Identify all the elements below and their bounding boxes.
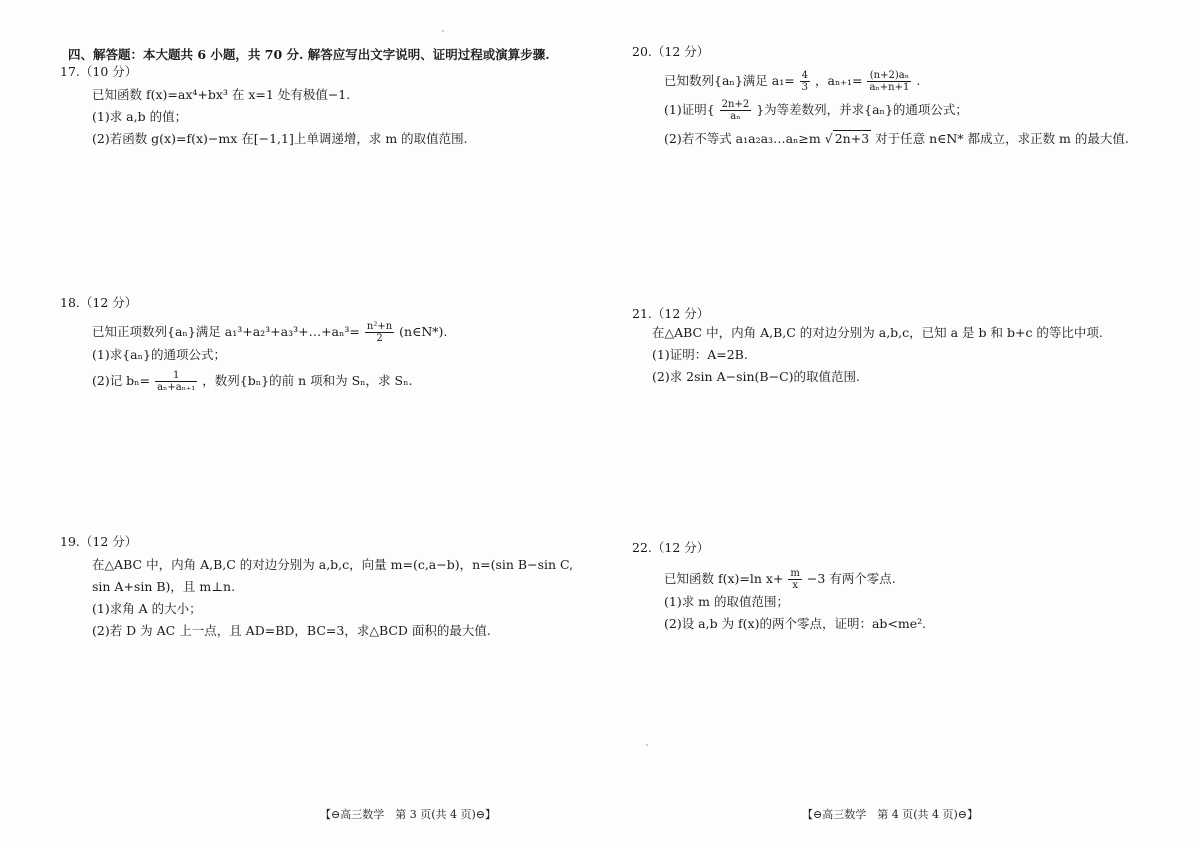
fraction-denominator: aₙ [730, 111, 741, 122]
stem-text-end: −3 有两个零点. [806, 571, 896, 586]
scan-speck [646, 744, 648, 746]
problem-number: 22.（12 分） [632, 540, 710, 555]
fraction [720, 99, 752, 122]
question-2: (2)设 a,b 为 f(x)的两个零点，证明：ab<me². [664, 616, 927, 631]
question-1: (1)求 m 的取值范围； [664, 594, 790, 609]
question-1: (1)求 a,b 的值； [92, 109, 188, 124]
problem-stem [632, 70, 1192, 93]
question-2 [60, 370, 620, 393]
question-2: (2)若函数 g(x)=f(x)−mx 在[−1,1]上单调递增，求 m 的取值范围. [92, 131, 468, 146]
question-text-end: }为等差数列，并求{aₙ}的通项公式； [756, 102, 968, 117]
fraction-denominator: x [792, 580, 798, 591]
fraction-numerator: 1 [155, 370, 197, 382]
question-1: (1)求{aₙ}的通项公式； [92, 347, 226, 362]
fraction-denominator: 3 [801, 82, 809, 93]
problem-20 [632, 42, 1192, 150]
stem-text: ，aₙ₊₁= [815, 73, 863, 88]
problem-18 [60, 293, 620, 393]
problem-stem: 已知函数 f(x)=ax⁴+bx³ 在 x=1 处有极值−1. [92, 87, 351, 102]
stem-text: 已知正项数列{aₙ}满足 a₁³+a₂³+a₃³+…+aₙ³= [92, 324, 360, 339]
page-footer-right: 【⊖高三数学 第 4 页(共 4 页)⊖】 [802, 808, 978, 821]
problem-number: 18.（12 分） [60, 295, 138, 310]
page-footer-left: 【⊖高三数学 第 3 页(共 4 页)⊖】 [320, 808, 496, 821]
question-text: (2)若不等式 a₁a₂a₃…aₙ≥m [664, 131, 821, 146]
fraction [365, 321, 394, 344]
scan-speck [442, 30, 444, 32]
question-text: (2)记 bₙ= [92, 373, 151, 388]
fraction-denominator: 2 [376, 333, 383, 344]
fraction-numerator: 4 [801, 70, 809, 81]
fraction-numerator: m [790, 568, 800, 579]
square-root: 2n+3 [834, 131, 870, 146]
section-heading: 四、解答题：本大题共 6 小题，共 70 分. 解答应写出文字说明、证明过程或演算步骤. [68, 47, 550, 62]
stem-text-end: . [916, 73, 921, 88]
problem-19 [60, 532, 620, 642]
problem-number: 19.（12 分） [60, 534, 138, 549]
problem-stem [632, 568, 1192, 591]
question-text-end: 对于任意 n∈N* 都成立，求正数 m 的最大值. [875, 131, 1129, 146]
problem-number: 21.（12 分） [632, 306, 710, 321]
fraction [788, 568, 801, 591]
problem-number: 20.（12 分） [632, 44, 710, 59]
question-2: (2)求 2sin A−sin(B−C)的取值范围. [652, 369, 860, 384]
fraction-numerator: (n+2)aₙ [867, 70, 911, 82]
fraction-numerator: n²+n [366, 321, 393, 332]
stem-text-end: (n∈N*). [399, 324, 448, 339]
problem-22 [632, 538, 1192, 635]
problem-stem: 在△ABC 中，内角 A,B,C 的对边分别为 a,b,c，向量 m=(c,a−b)，n=(sin B−sin C, [92, 557, 574, 572]
problem-stem [60, 321, 620, 344]
fraction-denominator: aₙ+n+1 [869, 82, 910, 93]
problem-17 [60, 62, 620, 150]
fraction [800, 70, 810, 93]
question-1: (1)证明：A=2B. [652, 347, 748, 362]
problem-number: 17.（10 分） [60, 64, 138, 79]
left-page [60, 0, 620, 848]
problem-stem: 在△ABC 中，内角 A,B,C 的对边分别为 a,b,c，已知 a 是 b 和 b+c 的等比中项. [652, 325, 1103, 340]
stem-text: 已知函数 f(x)=ln x+ [664, 571, 784, 586]
question-1 [632, 99, 1192, 122]
question-text: (1)证明{ [664, 102, 715, 117]
question-1: (1)求角 A 的大小； [92, 601, 202, 616]
right-page [632, 0, 1192, 848]
fraction [867, 70, 911, 93]
question-text-end: ，数列{bₙ}的前 n 项和为 Sₙ，求 Sₙ. [202, 373, 413, 388]
fraction [155, 370, 197, 393]
problem-21 [632, 304, 1192, 388]
stem-text: 已知数列{aₙ}满足 a₁= [664, 73, 795, 88]
fraction-denominator: aₙ+aₙ₊₁ [157, 382, 196, 393]
fraction-numerator: 2n+2 [721, 99, 750, 110]
question-2: (2)若 D 为 AC 上一点，且 AD=BD，BC=3，求△BCD 面积的最大值. [92, 623, 491, 638]
question-2: (2)若不等式 a₁a₂a₃…aₙ≥m √ 2n+3 对于任意 n∈N* 都成立，求正数 m 的最大值. [664, 131, 1129, 146]
problem-stem-cont: sin A+sin B)，且 m⊥n. [92, 579, 236, 594]
